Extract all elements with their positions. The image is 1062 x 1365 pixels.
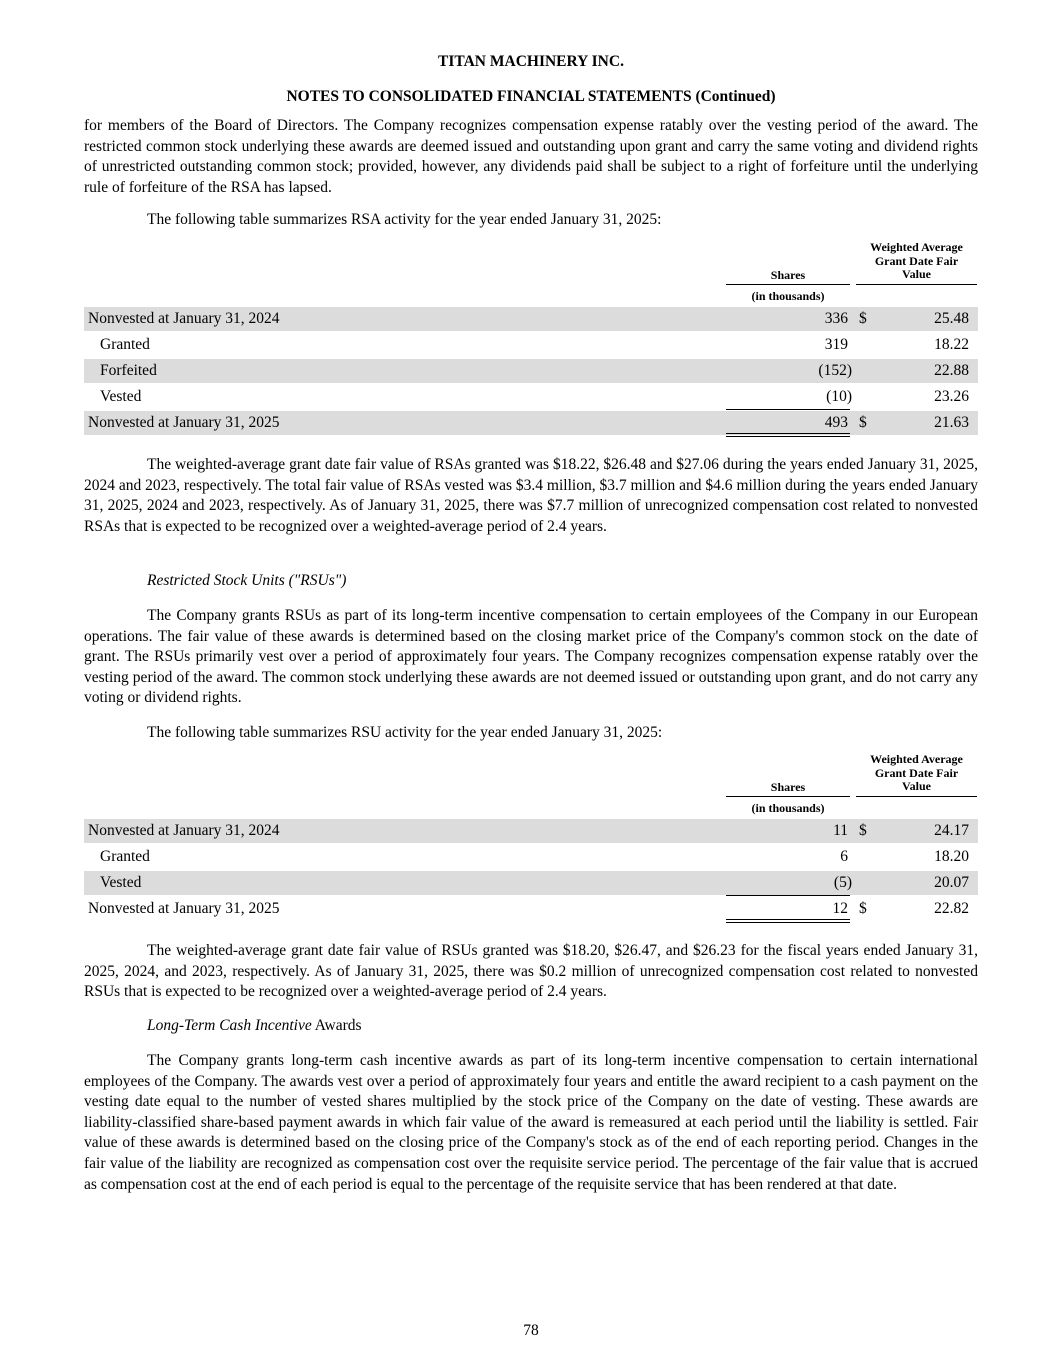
table-row	[84, 871, 978, 895]
table-row	[84, 845, 978, 869]
header-wag-rule	[856, 796, 977, 797]
header-shares: Shares	[770, 268, 806, 282]
row-shares: 493	[824, 414, 848, 431]
row-shares: 6	[840, 848, 848, 865]
row-fair-value: 20.07	[934, 874, 969, 891]
total-double-rule	[726, 919, 850, 923]
row-dollar-sign: $	[859, 900, 867, 917]
row-fair-value: 22.82	[934, 900, 969, 917]
page-number: 78	[523, 1322, 539, 1339]
row-label: Vested	[100, 874, 142, 891]
paragraph-rsa-table-intro: The following table summarizes RSA activity for the year ended January 31, 2025:	[147, 211, 662, 228]
heading-ltci-italic: Long-Term Cash Incentive	[147, 1017, 312, 1034]
table-row	[84, 385, 978, 409]
subtotal-rule	[726, 409, 850, 410]
row-dollar-sign: $	[859, 414, 867, 431]
header-wag-line1: Weighted Average	[870, 752, 963, 766]
row-fair-value: 25.48	[934, 310, 969, 327]
header-units: (in thousands)	[751, 801, 825, 815]
row-shares: 336	[824, 310, 848, 327]
row-fair-value: 23.26	[934, 388, 969, 405]
table-row	[84, 333, 978, 357]
row-dollar-sign: $	[859, 822, 867, 839]
header-shares: Shares	[770, 780, 806, 794]
table-row	[84, 897, 978, 921]
paragraph-rsa-intro: for members of the Board of Directors. The Company recognizes compensation expense ratably over the vesting period of the award. The restricted common stock underlying these awards are deemed issued and outstanding upon grant and carry the same voting and dividend rights of unrestricted outstanding common stock; provided, however, any dividends paid shall be subject to a right of forfeiture until the underlying rule of forfeiture of the RSA has lapsed.	[84, 117, 978, 196]
row-fair-value: 21.63	[934, 414, 969, 431]
row-fair-value: 18.20	[934, 848, 969, 865]
header-wag-rule	[856, 284, 977, 285]
header-weighted-average	[856, 241, 977, 282]
paragraph-rsu-table-intro: The following table summarizes RSU activity for the year ended January 31, 2025:	[147, 724, 663, 741]
header-wag-line3: Value	[902, 267, 931, 281]
header-wag-line2: Grant Date Fair	[874, 253, 959, 268]
heading-ltci	[147, 1017, 362, 1035]
header-wag-line3: Value	[902, 779, 931, 793]
header-wag-line1: Weighted Average	[870, 240, 963, 254]
paragraph-rsa-fair-value: The weighted-average grant date fair value of RSAs granted was $18.22, $26.48 and $27.06 during the years ended January 31, 2025, 2024 and 2023, respectively. The total fair value of RSAs vested was $3.4 million, $3.7 million and $4.6 million during the years ended January 31, 2025, 2024 and 2023, respectively. As of January 31, 2025, there was $7.7 million of unrecognized compensation cost related to nonvested RSAs that is expected to be recognized over a weighted-average period of 2.4 years.	[84, 456, 978, 535]
table-row	[84, 411, 978, 435]
header-wag-line2: Grant Date Fair	[874, 765, 959, 780]
heading-ltci-rest: Awards	[311, 1017, 362, 1034]
table-row	[84, 307, 978, 331]
row-label: Granted	[100, 848, 150, 865]
row-label: Nonvested at January 31, 2024	[88, 822, 280, 839]
row-shares: 11	[833, 822, 848, 839]
table-row	[84, 359, 978, 383]
header-shares-rule	[726, 284, 850, 285]
row-dollar-sign: $	[859, 310, 867, 327]
row-shares: 12	[832, 900, 848, 917]
row-fair-value: 18.22	[934, 336, 969, 353]
row-label: Vested	[100, 388, 142, 405]
section-title: NOTES TO CONSOLIDATED FINANCIAL STATEMENTS (Continued)	[286, 88, 776, 105]
row-fair-value: 24.17	[934, 822, 969, 839]
row-fair-value: 22.88	[934, 362, 969, 379]
row-label: Nonvested at January 31, 2025	[88, 414, 280, 431]
row-shares: (5)	[833, 874, 852, 891]
subtotal-rule	[726, 895, 850, 896]
heading-rsu-text: Restricted Stock Units ("RSUs")	[147, 572, 347, 589]
table-row	[84, 819, 978, 843]
paragraph-rsu-fair-value: The weighted-average grant date fair value of RSUs granted was $18.20, $26.47, and $26.23 for the fiscal years ended January 31, 2025, 2024, and 2023, respectively. As of January 31, 2025, there was $0.2 million of unrecognized compensation cost related to nonvested RSUs that is expected to be recognized over a weighted-average period of 2.4 years.	[84, 942, 978, 1001]
paragraph-rsu-intro: The Company grants RSUs as part of its long-term incentive compensation to certain employees of the Company in our European operations. The fair value of these awards is determined based on the closing market price of the Company's common stock on the date of grant. The RSUs primarily vest over a period of approximately four years. The Company recognizes compensation expense ratably over the vesting period of the award. The common stock underlying these awards are not deemed issued or outstanding upon grant, and do not carry any voting or dividend rights.	[84, 607, 978, 707]
row-label: Granted	[100, 336, 150, 353]
row-shares: (10)	[826, 388, 852, 405]
paragraph-ltci: The Company grants long-term cash incentive awards as part of its long-term incentive compensation to certain international employees of the Company. The awards vest over a period of approximately four years and entitle the award recipient to a cash payment on the vesting date equal to the number of vested shares multiplied by the stock price of the Company on the date of vesting. These awards are liability-classified share-based payment awards in which fair value of the award is remeasured at each period until the liability is settled. Fair value of these awards is determined based on the closing price of the Company's stock as of the end of each reporting period. Changes in the fair value of the liability are recognized as compensation cost over the requisite service period. The percentage of the fair value that is accrued as compensation cost at the end of each period is equal to the percentage of the requisite service that has been rendered at that date.	[84, 1052, 978, 1193]
row-label: Forfeited	[100, 362, 157, 379]
row-label: Nonvested at January 31, 2024	[88, 310, 280, 327]
header-units: (in thousands)	[751, 289, 825, 303]
row-shares: 319	[824, 336, 848, 353]
total-double-rule	[726, 433, 850, 437]
heading-rsu	[147, 572, 346, 590]
company-name: TITAN MACHINERY INC.	[438, 53, 624, 70]
header-weighted-average	[856, 753, 977, 794]
header-shares-rule	[726, 796, 850, 797]
row-shares: (152)	[818, 362, 852, 379]
row-label: Nonvested at January 31, 2025	[88, 900, 280, 917]
